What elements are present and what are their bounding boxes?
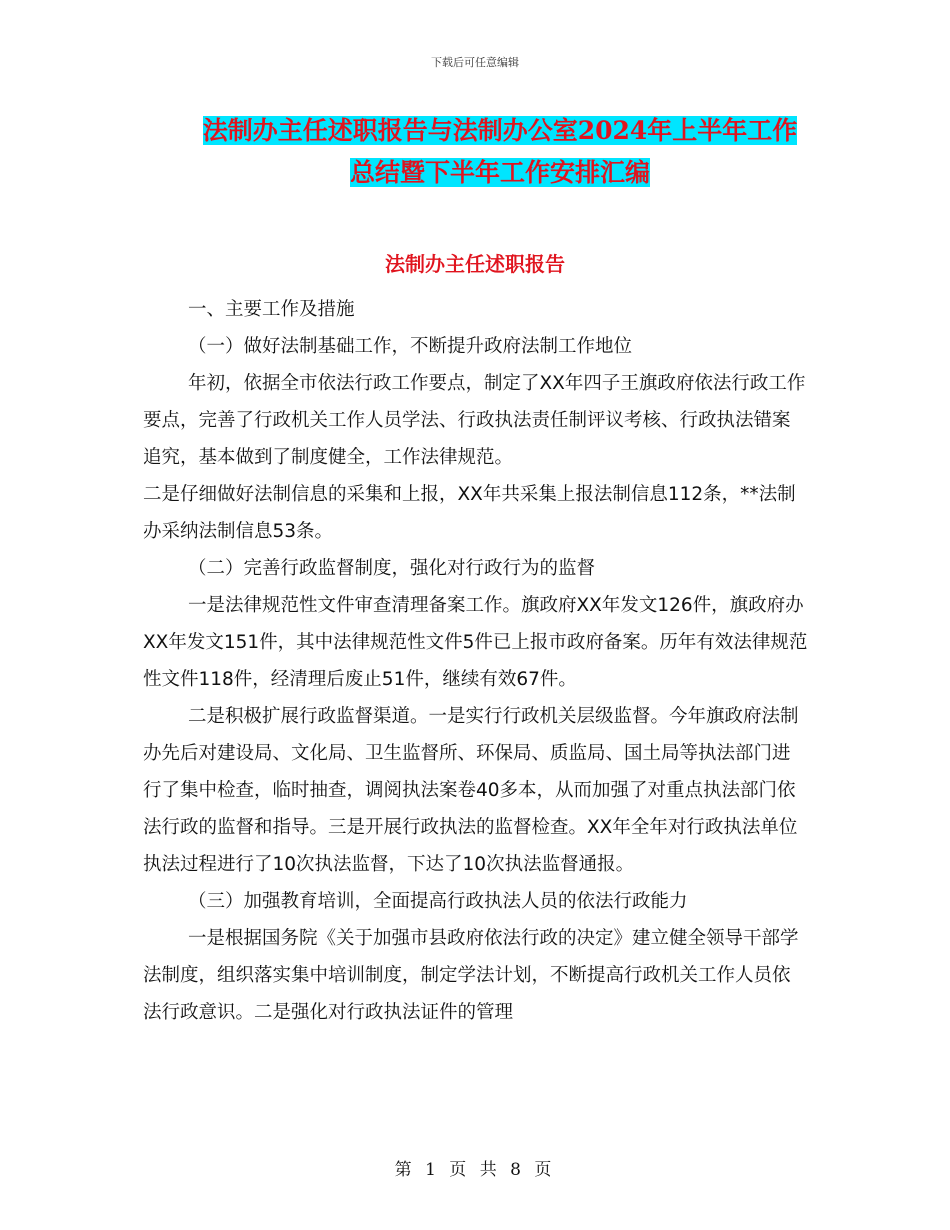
document-title-line2: 总结暨下半年工作安排汇编 [349, 158, 650, 187]
section-title: 法制办主任述职报告 [385, 252, 565, 276]
subheading-1: （一）做好法制基础工作，不断提升政府法制工作地位 [188, 336, 633, 357]
paragraph: 一是法律规范性文件审查清理备案工作。旗政府XX年发文126件，旗政府办XX年发文151件，其中法律规范性文件5件已上报市政府备案。历年有效法律规范性文件118件，经清理后废止51件，继续有效67件。 [143, 595, 808, 690]
header-note: 下载后可任意编辑 [431, 56, 519, 69]
subheading-2: （二）完善行政监督制度，强化对行政行为的监督 [188, 558, 596, 579]
document-title [150, 110, 850, 194]
paragraph: 二是仔细做好法制信息的采集和上报，XX年共采集上报法制信息112条，**法制办采纳法制信息53条。 [143, 484, 796, 542]
page-number: 第 1 页 共 8 页 [394, 1160, 556, 1180]
document-title-line1: 法制办主任述职报告与法制办公室2024年上半年工作 [202, 116, 798, 145]
subheading-3: （三）加强教育培训，全面提高行政执法人员的依法行政能力 [188, 891, 688, 912]
paragraph: 年初，依据全市依法行政工作要点，制定了XX年四子王旗政府依法行政工作要点，完善了行政机关工作人员学法、行政执法责任制评议考核、行政执法错案追究，基本做到了制度健全，工作法律规范。 [143, 373, 806, 468]
paragraph: 一是根据国务院《关于加强市县政府依法行政的决定》建立健全领导干部学法制度，组织落实集中培训制度，制定学法计划，不断提高行政机关工作人员依法行政意识。二是强化对行政执法证件的管理 [143, 928, 799, 1023]
document-body [143, 291, 808, 1031]
heading-main-work: 一、主要工作及措施 [188, 299, 355, 320]
paragraph: 二是积极扩展行政监督渠道。一是实行行政机关层级监督。今年旗政府法制办先后对建设局、文化局、卫生监督所、环保局、质监局、国土局等执法部门进行了集中检查，临时抽查，调阅执法案卷40多本，从而加强了对重点执法部门依法行政的监督和指导。三是开展行政执法的监督检查。XX年全年对行政执法单位执法过程进行了10次执法监督，下达了10次执法监督通报。 [143, 706, 799, 875]
